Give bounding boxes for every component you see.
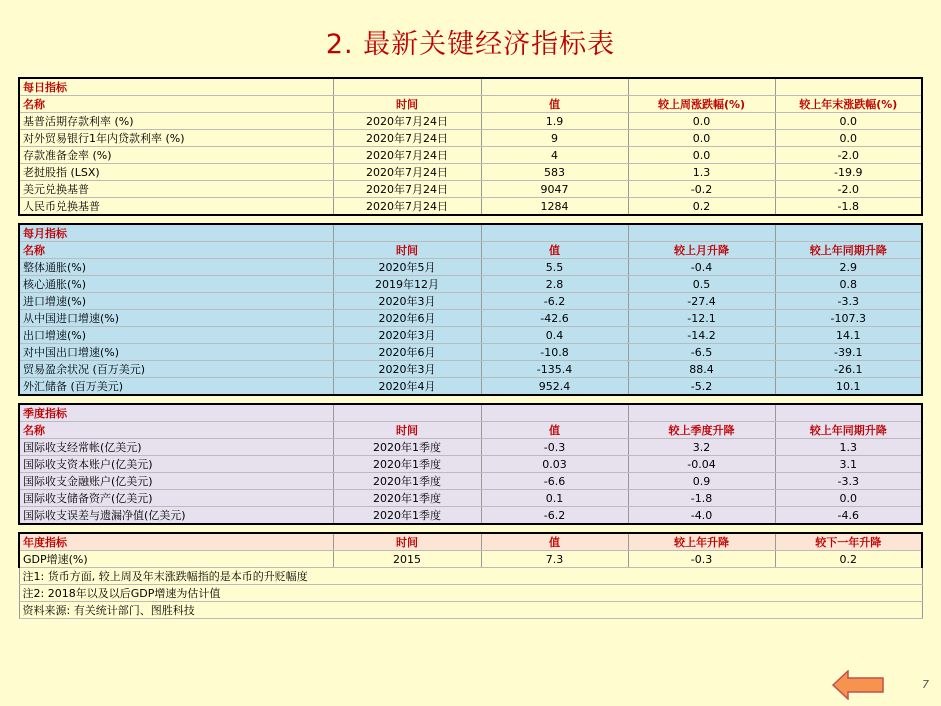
empty-cell <box>19 524 333 533</box>
table-row <box>19 551 922 568</box>
note-text: 注2: 2018年以及以后GDP增速为估计值 <box>19 585 922 602</box>
section-spacer <box>19 215 922 224</box>
table-row <box>19 456 922 473</box>
indicator-value: 9 <box>481 130 628 147</box>
indicator-name: 美元兑换基普 <box>19 181 333 198</box>
section-spacer <box>19 524 922 533</box>
quarterly-section-title: 季度指标 <box>19 404 333 422</box>
table-row <box>19 293 922 310</box>
indicator-change-1: -6.5 <box>628 344 775 361</box>
indicator-value: -10.8 <box>481 344 628 361</box>
indicator-change-1: -0.04 <box>628 456 775 473</box>
indicator-time: 2020年5月 <box>333 259 481 276</box>
table-row <box>19 113 922 130</box>
indicator-change-1: 0.0 <box>628 113 775 130</box>
indicator-name: 国际收支经常帐(亿美元) <box>19 439 333 456</box>
indicator-time: 2020年7月24日 <box>333 164 481 181</box>
indicator-change-2: -39.1 <box>775 344 922 361</box>
col-time: 时间 <box>333 96 481 113</box>
indicator-change-1: -1.8 <box>628 490 775 507</box>
col-value: 值 <box>481 533 628 551</box>
indicator-change-1: 0.0 <box>628 147 775 164</box>
empty-cell <box>628 78 775 96</box>
indicator-value: 2.8 <box>481 276 628 293</box>
col-name: 名称 <box>19 422 333 439</box>
indicator-change-2: 3.1 <box>775 456 922 473</box>
empty-cell <box>775 404 922 422</box>
indicator-change-1: 88.4 <box>628 361 775 378</box>
indicator-change-2: -1.8 <box>775 198 922 216</box>
empty-cell <box>481 215 628 224</box>
indicator-change-1: -4.0 <box>628 507 775 525</box>
empty-cell <box>775 524 922 533</box>
table-row <box>19 130 922 147</box>
note-row <box>19 602 922 619</box>
empty-cell <box>775 224 922 242</box>
monthly-section-title: 每月指标 <box>19 224 333 242</box>
table-row <box>19 490 922 507</box>
indicator-change-1: -5.2 <box>628 378 775 396</box>
col-value: 值 <box>481 422 628 439</box>
indicator-change-1: -14.2 <box>628 327 775 344</box>
col-change-2: 较上年同期升降 <box>775 242 922 259</box>
indicator-value: -0.3 <box>481 439 628 456</box>
monthly-section-row <box>19 224 922 242</box>
indicator-value: 583 <box>481 164 628 181</box>
indicator-change-2: -26.1 <box>775 361 922 378</box>
indicator-table <box>18 77 923 619</box>
indicator-name: 老挝股指 (LSX) <box>19 164 333 181</box>
indicator-time: 2020年3月 <box>333 327 481 344</box>
empty-cell <box>333 404 481 422</box>
indicator-name: GDP增速(%) <box>19 551 333 568</box>
note-text: 注1: 货币方面, 较上周及年末涨跌幅指的是本币的升贬幅度 <box>19 568 922 585</box>
empty-cell <box>333 395 481 404</box>
indicator-change-2: -3.3 <box>775 293 922 310</box>
note-row <box>19 568 922 585</box>
indicator-name: 国际收支储备资产(亿美元) <box>19 490 333 507</box>
table-row <box>19 361 922 378</box>
indicator-name: 人民币兑换基普 <box>19 198 333 216</box>
indicator-change-2: 1.3 <box>775 439 922 456</box>
indicator-change-1: -27.4 <box>628 293 775 310</box>
indicator-change-1: -0.4 <box>628 259 775 276</box>
indicator-change-1: 0.0 <box>628 130 775 147</box>
indicator-time: 2020年7月24日 <box>333 198 481 216</box>
indicator-time: 2020年3月 <box>333 293 481 310</box>
indicator-change-2: -2.0 <box>775 181 922 198</box>
indicator-value: 1.9 <box>481 113 628 130</box>
indicator-time: 2020年1季度 <box>333 456 481 473</box>
indicator-change-1: 0.9 <box>628 473 775 490</box>
page-title: 2. 最新关键经济指标表 <box>325 29 616 60</box>
empty-cell <box>628 215 775 224</box>
table-row <box>19 344 922 361</box>
indicator-change-1: 0.5 <box>628 276 775 293</box>
table-row <box>19 507 922 525</box>
annual-section-row <box>19 533 922 551</box>
indicator-change-1: -0.3 <box>628 551 775 568</box>
col-change-1: 较上季度升降 <box>628 422 775 439</box>
note-text: 资料来源: 有关统计部门、图胜科技 <box>19 602 922 619</box>
indicator-change-2: 10.1 <box>775 378 922 396</box>
indicator-value: 9047 <box>481 181 628 198</box>
indicator-value: 5.5 <box>481 259 628 276</box>
empty-cell <box>628 404 775 422</box>
indicator-time: 2020年7月24日 <box>333 113 481 130</box>
indicator-change-2: 0.8 <box>775 276 922 293</box>
empty-cell <box>775 78 922 96</box>
empty-cell <box>775 395 922 404</box>
indicator-change-1: -0.2 <box>628 181 775 198</box>
indicator-time: 2020年7月24日 <box>333 147 481 164</box>
table-row <box>19 164 922 181</box>
indicator-time: 2015 <box>333 551 481 568</box>
indicator-name: 外汇储备 (百万美元) <box>19 378 333 396</box>
col-value: 值 <box>481 96 628 113</box>
indicator-change-2: 0.0 <box>775 113 922 130</box>
indicator-value: 7.3 <box>481 551 628 568</box>
indicator-change-1: 3.2 <box>628 439 775 456</box>
indicator-value: 1284 <box>481 198 628 216</box>
indicator-value: -6.2 <box>481 507 628 525</box>
indicator-change-1: -12.1 <box>628 310 775 327</box>
indicator-time: 2020年7月24日 <box>333 130 481 147</box>
indicator-change-2: 0.0 <box>775 490 922 507</box>
empty-cell <box>333 215 481 224</box>
col-change-2: 较上年末涨跌幅(%) <box>775 96 922 113</box>
indicator-change-2: 0.0 <box>775 130 922 147</box>
indicator-name: 国际收支金融账户(亿美元) <box>19 473 333 490</box>
table-row <box>19 276 922 293</box>
indicator-time: 2020年4月 <box>333 378 481 396</box>
indicator-time: 2020年1季度 <box>333 473 481 490</box>
table-row <box>19 439 922 456</box>
indicator-value: -6.6 <box>481 473 628 490</box>
col-name: 名称 <box>19 96 333 113</box>
col-time: 时间 <box>333 242 481 259</box>
indicator-time: 2020年1季度 <box>333 439 481 456</box>
daily-section-row <box>19 78 922 96</box>
indicator-name: 进口增速(%) <box>19 293 333 310</box>
col-change-2: 较上年同期升降 <box>775 422 922 439</box>
empty-cell <box>481 78 628 96</box>
empty-cell <box>333 78 481 96</box>
annual-section-title: 年度指标 <box>19 533 333 551</box>
indicator-name: 对中国出口增速(%) <box>19 344 333 361</box>
indicator-time: 2019年12月 <box>333 276 481 293</box>
table-row <box>19 198 922 216</box>
indicator-time: 2020年1季度 <box>333 490 481 507</box>
indicator-name: 对外贸易银行1年内贷款利率 (%) <box>19 130 333 147</box>
back-arrow-button[interactable] <box>832 670 884 704</box>
col-change-1: 较上月升降 <box>628 242 775 259</box>
empty-cell <box>19 395 333 404</box>
daily-header-row <box>19 96 922 113</box>
indicator-time: 2020年3月 <box>333 361 481 378</box>
table-row <box>19 378 922 396</box>
indicator-value: 0.03 <box>481 456 628 473</box>
indicator-name: 整体通胀(%) <box>19 259 333 276</box>
table-row <box>19 181 922 198</box>
empty-cell <box>481 524 628 533</box>
indicator-name: 国际收支资本账户(亿美元) <box>19 456 333 473</box>
indicator-change-2: -4.6 <box>775 507 922 525</box>
indicator-value: 4 <box>481 147 628 164</box>
indicator-name: 核心通胀(%) <box>19 276 333 293</box>
indicator-value: -135.4 <box>481 361 628 378</box>
indicator-time: 2020年1季度 <box>333 507 481 525</box>
table-row <box>19 147 922 164</box>
page-number: 7 <box>922 678 929 691</box>
quarterly-section-row <box>19 404 922 422</box>
empty-cell <box>19 215 333 224</box>
empty-cell <box>628 224 775 242</box>
table-row <box>19 327 922 344</box>
indicator-value: -42.6 <box>481 310 628 327</box>
table-row <box>19 259 922 276</box>
col-time: 时间 <box>333 422 481 439</box>
empty-cell <box>333 524 481 533</box>
empty-cell <box>333 224 481 242</box>
indicator-change-1: 0.2 <box>628 198 775 216</box>
indicator-value: -6.2 <box>481 293 628 310</box>
table-row <box>19 473 922 490</box>
empty-cell <box>481 404 628 422</box>
note-row <box>19 585 922 602</box>
indicator-change-2: 2.9 <box>775 259 922 276</box>
empty-cell <box>481 224 628 242</box>
quarterly-header-row <box>19 422 922 439</box>
indicator-change-1: 1.3 <box>628 164 775 181</box>
empty-cell <box>775 215 922 224</box>
indicator-time: 2020年6月 <box>333 310 481 327</box>
daily-section-title: 每日指标 <box>19 78 333 96</box>
indicator-change-2: -19.9 <box>775 164 922 181</box>
indicator-name: 存款准备金率 (%) <box>19 147 333 164</box>
indicator-change-2: -107.3 <box>775 310 922 327</box>
indicator-value: 952.4 <box>481 378 628 396</box>
indicator-change-2: -2.0 <box>775 147 922 164</box>
col-name: 名称 <box>19 242 333 259</box>
indicator-change-2: -3.3 <box>775 473 922 490</box>
indicator-value: 0.4 <box>481 327 628 344</box>
indicator-time: 2020年7月24日 <box>333 181 481 198</box>
left-arrow-icon <box>832 670 884 700</box>
monthly-header-row <box>19 242 922 259</box>
indicator-value: 0.1 <box>481 490 628 507</box>
indicator-name: 基普活期存款利率 (%) <box>19 113 333 130</box>
indicator-name: 出口增速(%) <box>19 327 333 344</box>
indicator-name: 从中国进口增速(%) <box>19 310 333 327</box>
empty-cell <box>628 524 775 533</box>
col-change-1: 较上年升降 <box>628 533 775 551</box>
col-change-1: 较上周涨跌幅(%) <box>628 96 775 113</box>
col-change-2: 较下一年升降 <box>775 533 922 551</box>
indicator-time: 2020年6月 <box>333 344 481 361</box>
table-row <box>19 310 922 327</box>
indicator-change-2: 0.2 <box>775 551 922 568</box>
indicator-name: 国际收支误差与遗漏净值(亿美元) <box>19 507 333 525</box>
col-time: 时间 <box>333 533 481 551</box>
indicator-name: 贸易盈余状况 (百万美元) <box>19 361 333 378</box>
col-value: 值 <box>481 242 628 259</box>
indicator-change-2: 14.1 <box>775 327 922 344</box>
section-spacer <box>19 395 922 404</box>
empty-cell <box>628 395 775 404</box>
empty-cell <box>481 395 628 404</box>
